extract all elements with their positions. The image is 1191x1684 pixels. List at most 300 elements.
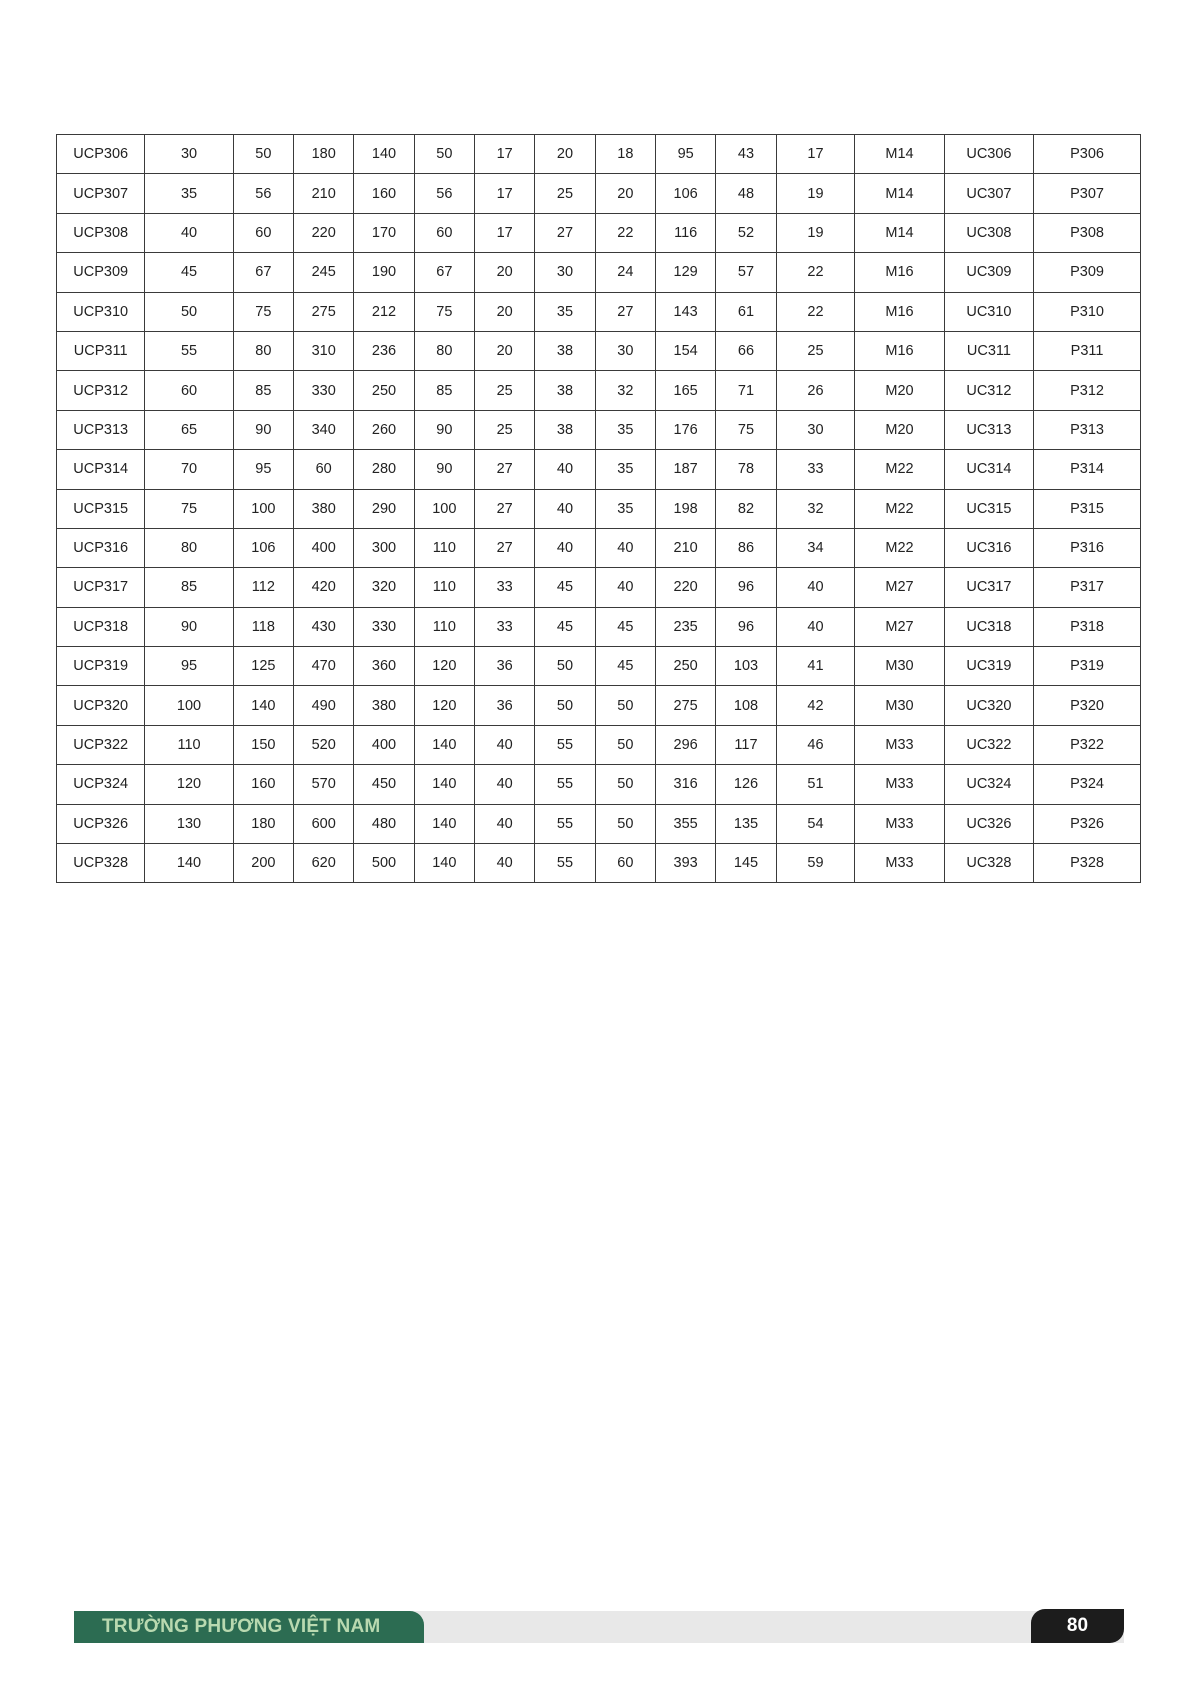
table-cell: 50 xyxy=(145,292,233,331)
table-cell: 90 xyxy=(145,607,233,646)
table-cell: 570 xyxy=(294,765,354,804)
table-cell: 22 xyxy=(776,292,855,331)
table-cell: 60 xyxy=(414,213,474,252)
table-cell: 50 xyxy=(595,725,655,764)
table-cell: UCP314 xyxy=(57,450,145,489)
table-cell: 80 xyxy=(145,528,233,567)
table-cell: 316 xyxy=(655,765,715,804)
table-cell: UCP328 xyxy=(57,844,145,883)
table-cell: 40 xyxy=(595,568,655,607)
table-cell: P324 xyxy=(1034,765,1141,804)
table-cell: 40 xyxy=(145,213,233,252)
table-cell: 80 xyxy=(233,331,293,370)
table-cell: M22 xyxy=(855,450,944,489)
table-cell: 60 xyxy=(145,371,233,410)
table-cell: P315 xyxy=(1034,489,1141,528)
table-cell: 40 xyxy=(776,607,855,646)
table-cell: 140 xyxy=(354,135,414,174)
table-row xyxy=(57,213,1141,252)
table-cell: 45 xyxy=(535,568,595,607)
table-cell: 42 xyxy=(776,686,855,725)
table-cell: 24 xyxy=(595,253,655,292)
table-cell: UCP319 xyxy=(57,647,145,686)
table-cell: UC307 xyxy=(944,174,1033,213)
table-cell: 490 xyxy=(294,686,354,725)
table-cell: 300 xyxy=(354,528,414,567)
table-cell: 280 xyxy=(354,450,414,489)
table-cell: P318 xyxy=(1034,607,1141,646)
table-cell: UCP308 xyxy=(57,213,145,252)
table-cell: P319 xyxy=(1034,647,1141,686)
table-cell: 52 xyxy=(716,213,776,252)
table-cell: UC322 xyxy=(944,725,1033,764)
table-cell: 22 xyxy=(776,253,855,292)
table-cell: UC311 xyxy=(944,331,1033,370)
table-cell: 20 xyxy=(475,292,535,331)
table-cell: 51 xyxy=(776,765,855,804)
table-cell: 71 xyxy=(716,371,776,410)
table-cell: 450 xyxy=(354,765,414,804)
table-cell: 600 xyxy=(294,804,354,843)
table-cell: 160 xyxy=(233,765,293,804)
table-cell: 35 xyxy=(595,450,655,489)
table-cell: UCP312 xyxy=(57,371,145,410)
table-cell: UC315 xyxy=(944,489,1033,528)
table-cell: 30 xyxy=(145,135,233,174)
table-cell: 40 xyxy=(535,489,595,528)
table-cell: 55 xyxy=(535,804,595,843)
table-cell: 420 xyxy=(294,568,354,607)
table-cell: 30 xyxy=(595,331,655,370)
table-cell: 135 xyxy=(716,804,776,843)
table-cell: 296 xyxy=(655,725,715,764)
table-cell: 66 xyxy=(716,331,776,370)
table-cell: 250 xyxy=(655,647,715,686)
table-cell: 330 xyxy=(354,607,414,646)
table-cell: UCP315 xyxy=(57,489,145,528)
table-cell: 198 xyxy=(655,489,715,528)
table-cell: 25 xyxy=(475,410,535,449)
table-row xyxy=(57,292,1141,331)
table-cell: 143 xyxy=(655,292,715,331)
footer-brand: TRƯỜNG PHƯƠNG VIỆT NAM xyxy=(74,1611,424,1643)
table-cell: P313 xyxy=(1034,410,1141,449)
table-cell: 22 xyxy=(595,213,655,252)
table-cell: 210 xyxy=(294,174,354,213)
table-row xyxy=(57,568,1141,607)
table-cell: P328 xyxy=(1034,844,1141,883)
table-cell: M20 xyxy=(855,371,944,410)
table-cell: 18 xyxy=(595,135,655,174)
table-cell: 85 xyxy=(233,371,293,410)
table-cell: 32 xyxy=(776,489,855,528)
table-cell: UCP326 xyxy=(57,804,145,843)
table-row xyxy=(57,253,1141,292)
table-cell: 150 xyxy=(233,725,293,764)
table-cell: 41 xyxy=(776,647,855,686)
table-cell: 275 xyxy=(294,292,354,331)
table-cell: 35 xyxy=(535,292,595,331)
table-cell: 40 xyxy=(535,528,595,567)
table-cell: 67 xyxy=(233,253,293,292)
table-cell: 96 xyxy=(716,568,776,607)
table-cell: 360 xyxy=(354,647,414,686)
table-cell: 27 xyxy=(475,528,535,567)
table-cell: 56 xyxy=(414,174,474,213)
table-cell: 140 xyxy=(233,686,293,725)
table-cell: UC324 xyxy=(944,765,1033,804)
table-cell: 17 xyxy=(475,135,535,174)
table-cell: 30 xyxy=(535,253,595,292)
table-cell: M33 xyxy=(855,844,944,883)
table-cell: 140 xyxy=(414,844,474,883)
table-cell: 187 xyxy=(655,450,715,489)
table-cell: 50 xyxy=(535,647,595,686)
table-cell: 260 xyxy=(354,410,414,449)
table-cell: 154 xyxy=(655,331,715,370)
table-cell: M14 xyxy=(855,174,944,213)
table-cell: 236 xyxy=(354,331,414,370)
table-cell: 520 xyxy=(294,725,354,764)
table-cell: 250 xyxy=(354,371,414,410)
table-cell: UCP307 xyxy=(57,174,145,213)
table-row xyxy=(57,450,1141,489)
table-cell: 33 xyxy=(475,568,535,607)
table-cell: 34 xyxy=(776,528,855,567)
table-cell: 290 xyxy=(354,489,414,528)
table-cell: 20 xyxy=(475,331,535,370)
table-cell: 180 xyxy=(233,804,293,843)
table-cell: 106 xyxy=(233,528,293,567)
table-cell: 59 xyxy=(776,844,855,883)
table-cell: 95 xyxy=(233,450,293,489)
table-cell: 50 xyxy=(535,686,595,725)
table-cell: 55 xyxy=(535,765,595,804)
table-cell: 65 xyxy=(145,410,233,449)
table-cell: 160 xyxy=(354,174,414,213)
table-cell: 50 xyxy=(595,765,655,804)
table-cell: 57 xyxy=(716,253,776,292)
table-cell: 33 xyxy=(776,450,855,489)
table-cell: 33 xyxy=(475,607,535,646)
table-cell: UCP309 xyxy=(57,253,145,292)
table-row xyxy=(57,686,1141,725)
table-cell: 45 xyxy=(595,607,655,646)
table-cell: M14 xyxy=(855,213,944,252)
table-cell: 17 xyxy=(475,174,535,213)
table-cell: 45 xyxy=(535,607,595,646)
table-cell: M16 xyxy=(855,331,944,370)
table-cell: 36 xyxy=(475,647,535,686)
table-cell: 40 xyxy=(475,844,535,883)
table-cell: 50 xyxy=(233,135,293,174)
table-row xyxy=(57,647,1141,686)
table-cell: UC312 xyxy=(944,371,1033,410)
table-cell: 82 xyxy=(716,489,776,528)
table-row xyxy=(57,804,1141,843)
table-row xyxy=(57,135,1141,174)
table-cell: UC319 xyxy=(944,647,1033,686)
table-cell: 70 xyxy=(145,450,233,489)
table-cell: 100 xyxy=(414,489,474,528)
table-row xyxy=(57,844,1141,883)
table-cell: 103 xyxy=(716,647,776,686)
table-cell: 100 xyxy=(145,686,233,725)
table-cell: 35 xyxy=(145,174,233,213)
table-cell: 95 xyxy=(145,647,233,686)
table-cell: 106 xyxy=(655,174,715,213)
table-cell: 235 xyxy=(655,607,715,646)
table-cell: 140 xyxy=(414,725,474,764)
table-cell: M33 xyxy=(855,804,944,843)
table-cell: 129 xyxy=(655,253,715,292)
table-cell: 330 xyxy=(294,371,354,410)
table-cell: M22 xyxy=(855,489,944,528)
table-cell: 40 xyxy=(776,568,855,607)
table-cell: 90 xyxy=(414,450,474,489)
table-body xyxy=(57,135,1141,883)
table-cell: 20 xyxy=(595,174,655,213)
table-cell: M27 xyxy=(855,568,944,607)
table-cell: 38 xyxy=(535,331,595,370)
table-cell: 60 xyxy=(233,213,293,252)
table-cell: 90 xyxy=(414,410,474,449)
table-row xyxy=(57,410,1141,449)
table-cell: 430 xyxy=(294,607,354,646)
table-cell: M16 xyxy=(855,292,944,331)
table-cell: 40 xyxy=(475,725,535,764)
table-cell: 393 xyxy=(655,844,715,883)
table-cell: 54 xyxy=(776,804,855,843)
table-row xyxy=(57,528,1141,567)
table-cell: 200 xyxy=(233,844,293,883)
table-cell: 170 xyxy=(354,213,414,252)
table-cell: 27 xyxy=(475,489,535,528)
table-cell: 112 xyxy=(233,568,293,607)
table-cell: UC308 xyxy=(944,213,1033,252)
table-cell: M33 xyxy=(855,765,944,804)
table-cell: P320 xyxy=(1034,686,1141,725)
table-cell: 118 xyxy=(233,607,293,646)
table-cell: 210 xyxy=(655,528,715,567)
table-cell: 110 xyxy=(414,607,474,646)
table-cell: UCP316 xyxy=(57,528,145,567)
table-cell: 110 xyxy=(414,568,474,607)
table-cell: P322 xyxy=(1034,725,1141,764)
table-cell: 95 xyxy=(655,135,715,174)
table-cell: 55 xyxy=(145,331,233,370)
table-cell: 27 xyxy=(595,292,655,331)
table-cell: UCP318 xyxy=(57,607,145,646)
table-cell: UCP322 xyxy=(57,725,145,764)
table-cell: 190 xyxy=(354,253,414,292)
table-cell: 75 xyxy=(233,292,293,331)
table-row xyxy=(57,174,1141,213)
table-cell: 40 xyxy=(595,528,655,567)
table-cell: M20 xyxy=(855,410,944,449)
table-cell: P316 xyxy=(1034,528,1141,567)
table-row xyxy=(57,725,1141,764)
table-cell: P314 xyxy=(1034,450,1141,489)
table-cell: UC310 xyxy=(944,292,1033,331)
table-cell: 108 xyxy=(716,686,776,725)
table-cell: 50 xyxy=(414,135,474,174)
table-cell: UC309 xyxy=(944,253,1033,292)
table-cell: M22 xyxy=(855,528,944,567)
table-cell: 75 xyxy=(145,489,233,528)
table-cell: 25 xyxy=(776,331,855,370)
table-cell: UCP320 xyxy=(57,686,145,725)
table-cell: 117 xyxy=(716,725,776,764)
table-cell: 35 xyxy=(595,410,655,449)
table-cell: 20 xyxy=(535,135,595,174)
table-cell: 220 xyxy=(655,568,715,607)
table-cell: M30 xyxy=(855,686,944,725)
table-cell: 25 xyxy=(535,174,595,213)
table-cell: 26 xyxy=(776,371,855,410)
table-row xyxy=(57,331,1141,370)
table-cell: P309 xyxy=(1034,253,1141,292)
table-cell: 180 xyxy=(294,135,354,174)
table-cell: 32 xyxy=(595,371,655,410)
table-cell: 27 xyxy=(475,450,535,489)
table-cell: 480 xyxy=(354,804,414,843)
table-cell: 55 xyxy=(535,844,595,883)
table-cell: 470 xyxy=(294,647,354,686)
table-cell: UC313 xyxy=(944,410,1033,449)
table-cell: UCP324 xyxy=(57,765,145,804)
table-cell: 140 xyxy=(145,844,233,883)
table-cell: 400 xyxy=(294,528,354,567)
table-cell: P310 xyxy=(1034,292,1141,331)
table-cell: M33 xyxy=(855,725,944,764)
table-cell: UC317 xyxy=(944,568,1033,607)
table-cell: UC316 xyxy=(944,528,1033,567)
table-cell: UCP311 xyxy=(57,331,145,370)
table-cell: 212 xyxy=(354,292,414,331)
table-cell: 40 xyxy=(475,804,535,843)
table-cell: 19 xyxy=(776,213,855,252)
table-cell: P317 xyxy=(1034,568,1141,607)
table-row xyxy=(57,489,1141,528)
table-cell: 310 xyxy=(294,331,354,370)
table-cell: UC328 xyxy=(944,844,1033,883)
table-cell: UCP313 xyxy=(57,410,145,449)
table-cell: 500 xyxy=(354,844,414,883)
table-cell: M27 xyxy=(855,607,944,646)
table-row xyxy=(57,371,1141,410)
table-cell: 46 xyxy=(776,725,855,764)
table-cell: 110 xyxy=(414,528,474,567)
table-cell: UCP310 xyxy=(57,292,145,331)
table-cell: M30 xyxy=(855,647,944,686)
table-cell: 40 xyxy=(535,450,595,489)
table-cell: 120 xyxy=(414,686,474,725)
table-cell: 90 xyxy=(233,410,293,449)
table-cell: 45 xyxy=(595,647,655,686)
table-cell: 19 xyxy=(776,174,855,213)
table-cell: 50 xyxy=(595,804,655,843)
table-cell: P311 xyxy=(1034,331,1141,370)
table-cell: P326 xyxy=(1034,804,1141,843)
table-cell: UC318 xyxy=(944,607,1033,646)
table-row xyxy=(57,607,1141,646)
table-cell: 38 xyxy=(535,371,595,410)
table-cell: 17 xyxy=(475,213,535,252)
table-cell: P308 xyxy=(1034,213,1141,252)
table-cell: 220 xyxy=(294,213,354,252)
table-cell: 245 xyxy=(294,253,354,292)
table-cell: 60 xyxy=(595,844,655,883)
table-cell: UC306 xyxy=(944,135,1033,174)
table-cell: 110 xyxy=(145,725,233,764)
table-cell: 140 xyxy=(414,765,474,804)
table-cell: UC326 xyxy=(944,804,1033,843)
table-cell: 75 xyxy=(414,292,474,331)
table-cell: 320 xyxy=(354,568,414,607)
table-cell: 145 xyxy=(716,844,776,883)
table-cell: 400 xyxy=(354,725,414,764)
table-cell: 78 xyxy=(716,450,776,489)
table-cell: 56 xyxy=(233,174,293,213)
table-cell: 55 xyxy=(535,725,595,764)
table-cell: 43 xyxy=(716,135,776,174)
table-cell: 40 xyxy=(475,765,535,804)
table-cell: UCP306 xyxy=(57,135,145,174)
table-cell: 48 xyxy=(716,174,776,213)
table-cell: P307 xyxy=(1034,174,1141,213)
table-cell: 20 xyxy=(475,253,535,292)
table-cell: 50 xyxy=(595,686,655,725)
table-cell: 165 xyxy=(655,371,715,410)
table-cell: 140 xyxy=(414,804,474,843)
table-cell: 38 xyxy=(535,410,595,449)
table-cell: 96 xyxy=(716,607,776,646)
table-cell: UC320 xyxy=(944,686,1033,725)
table-cell: 36 xyxy=(475,686,535,725)
table-cell: 120 xyxy=(414,647,474,686)
table-row xyxy=(57,765,1141,804)
table-cell: UCP317 xyxy=(57,568,145,607)
table-cell: 275 xyxy=(655,686,715,725)
table-cell: 176 xyxy=(655,410,715,449)
table-cell: 17 xyxy=(776,135,855,174)
table-cell: 60 xyxy=(294,450,354,489)
table-cell: 620 xyxy=(294,844,354,883)
table-cell: 86 xyxy=(716,528,776,567)
table-cell: M14 xyxy=(855,135,944,174)
table-cell: 75 xyxy=(716,410,776,449)
table-cell: 25 xyxy=(475,371,535,410)
table-cell: 116 xyxy=(655,213,715,252)
page-number: 80 xyxy=(1031,1609,1124,1643)
table-cell: 85 xyxy=(145,568,233,607)
table-cell: 125 xyxy=(233,647,293,686)
table-cell: 27 xyxy=(535,213,595,252)
table-cell: 130 xyxy=(145,804,233,843)
table-cell: P312 xyxy=(1034,371,1141,410)
table-cell: 67 xyxy=(414,253,474,292)
table-cell: 85 xyxy=(414,371,474,410)
table-cell: 380 xyxy=(294,489,354,528)
table-cell: 355 xyxy=(655,804,715,843)
table-cell: 120 xyxy=(145,765,233,804)
table-cell: 30 xyxy=(776,410,855,449)
table-cell: 80 xyxy=(414,331,474,370)
table-cell: 35 xyxy=(595,489,655,528)
table-cell: P306 xyxy=(1034,135,1141,174)
table-cell: 100 xyxy=(233,489,293,528)
